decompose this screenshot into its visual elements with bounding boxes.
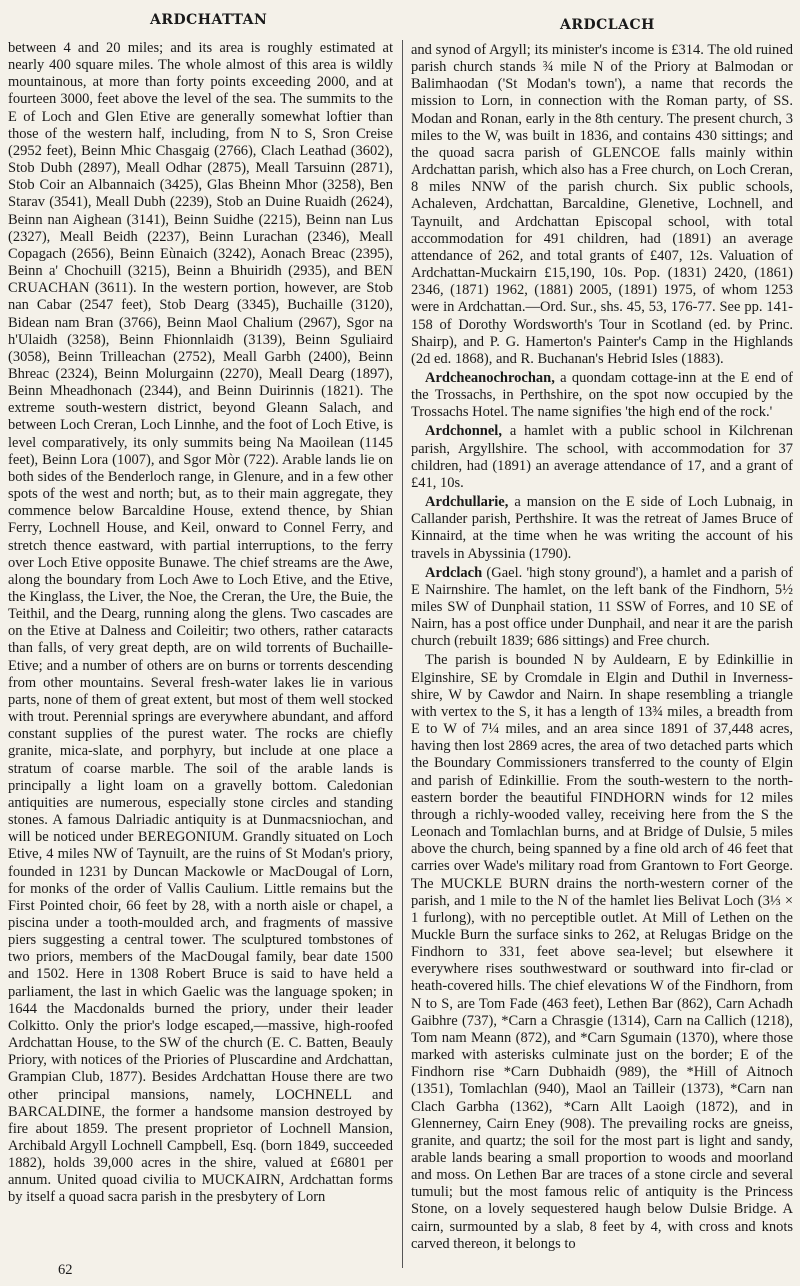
running-header-left: ARDCHATTAN: [150, 12, 268, 28]
entry-headword: Ardcheanochrochan,: [425, 369, 555, 386]
paragraph-ardclach-parish: The parish is bounded N by Auldearn, E by Edinkillie in Elginshire, SE by Cromdale in Elgin and Duthil in Inverness-shire, W by Cawdor and Nairn. In shape resembling a triangle with vertex to the S, it has a length of 13¾ miles, a breadth from E to W of 7¼ miles, and an area since 1891 of 37,448 acres, having then lost 2869 acres, the area of two detached parts which the Boundary Commissioners transferred to the county of Elgin and parish of Edinkillie. From the south-western to the north-eastern border the beautiful FINDHORN winds for 12 miles through a richly-wooded valley, receiving here from the S the Leonach and Tomlachlan burns, and at Bridge of Dulsie, 5 miles above the church, being spanned by a fine old arch of 46 feet that carries over Wade's military road from Grantown to Fort George. The MUCKLE BURN drains the north-western corner of the parish, and 1 mile to the N of the hamlet lies Belivat Loch (3⅓ × 1 furlong), with no perceptible outlet. At Mill of Lethen on the Muckle Burn the surface sinks to 262, at Relugas Bridge on the Findhorn to 331, feet above sea-level; but elsewhere it everywhere rises southwestward or southward into fir-clad or heath-covered hills. The chief elevations W of the Findhorn, from N to S, are Tom Fade (463 feet), Lethen Bar (862), Carn Achadh Gaibhre (737), *Carn a Chrasgie (1314), Carn na Callich (1218), Tom nam Meann (872), and *Carn Sgumain (1370), where those marked with asterisks culminate just on the border; E of the Findhorn rise *Carn Dubhaidh (989), the *Hill of Aitnoch (1351), Tomlachlan (940), Maol an Tailleir (1373), *Carn nan Clach Garbha (1362), *Carn Allt Laoigh (1872), and in Glennerney, Cairn Eney (908). The prevailing rocks are gneiss, granite, and quartz; the soil for the most part is light and sandy, arable lands bearing a small proportion to woods and moorland and moss. On Lethen Bar are traces of a stone circle and several tumuli; but the most famous relic of antiquity is the Princess Stone, on a lovely sequestered haugh below Dulsie Bridge. A cairn, surmounted by a slab, 8 feet by 4, with cross and knots carved thereon, it belongs to: [411, 652, 793, 1252]
entry-body: a hamlet with a public school in Kilchrenan parish, Argyllshire. The school, with accommodation for 37 children, had (1891) an average attendance of 17, and a grant of £41, 10s.: [411, 423, 793, 491]
entry-headword: Ardclach: [425, 564, 483, 581]
entry-ardchullarie: [411, 494, 793, 563]
entry-body: (Gael. 'high stony ground'), a hamlet and a parish of E Nairnshire. The hamlet, on the left bank of the Findhorn, 5½ miles SW of Dunphail station, 11 SSW of Forres, and 10 SE of Nairn, has a post office under Dunphail, and near it are the parish church (rebuilt 1839; 686 sittings) and Free church.: [411, 564, 793, 650]
entry-headword: Ardchonnel,: [425, 423, 502, 440]
entry-body: a quondam cottage-inn at the E end of the Trossachs, in Perthshire, on the spot now occupied by the Trossachs Hotel. The name signifies 'the high end of the rock.': [411, 369, 793, 421]
entry-ardchonnel: [411, 423, 793, 492]
entry-ardcheanochrochan: [411, 370, 793, 421]
right-column: [411, 42, 793, 1253]
paragraph-continuation: and synod of Argyll; its minister's income is £314. The old ruined parish church stands ¾ mile N of the Priory at Balmodan or Balimhaodan ('St Modan's town'), a name that records the mission to Lorn, in connection with the Roman party, of SS. Modan and Ronan, early in the 8th century. The present church, 3 miles to the W, was built in 1836, and contains 430 sittings; and the quoad sacra parish of GLENCOE falls mainly within Ardchattan parish, which also has a Free church, on Loch Creran, 8 miles NNW of the parish church. Six public schools, Achaleven, Ardchattan, Barcaldine, Glenetive, Lochnell, and Taynuilt, and Ardchattan Episcopal school, with total accommodation for 491 children, had (1891) an average attendance of 262, and total grants of £407, 12s. Valuation of Ardchattan-Muckairn £15,190, 10s. Pop. (1831) 2420, (1861) 2346, (1871) 1962, (1881) 2005, (1891) 1975, of whom 1253 were in Ardchattan.—Ord. Sur., shs. 45, 53, 176-77. See pp. 141-158 of Dorothy Wordsworth's Tour in Scotland (ed. by Princ. Shairp), and P. G. Hamerton's Painter's Camp in the Highlands (2d ed. 1868), and R. Buchanan's Hebrid Isles (1883).: [411, 42, 793, 367]
column-divider: [402, 40, 403, 1268]
left-column-text: between 4 and 20 miles; and its area is roughly estimated at nearly 400 square miles. The whole almost of this area is wildly mountainous, at more than forty points exceeding 2000, and at fourteen 3000, feet above the level of the sea. The summits to the E of Loch and Glen Etive are generally somewhat loftier than those of the western half, including, from N to S, Sron Creise (2952 feet), Beinn Mhic Chasgaig (2766), Clach Leathad (3602), Stob Dubh (2897), Meall Odhar (2875), Meall Tarsuinn (2871), Stob Coir an Albannaich (3425), Glas Bheinn Mhor (3258), Ben Starav (3541), Meall Dubh (2239), Stob an Duine Ruaidh (2624), Beinn nan Aighean (3141), Beinn Suidhe (2215), Beinn nan Lus (2327), Meall Beidh (2237), Beinn Lurachan (2346), Meall Copagach (2656), Beinn Eùnaich (3242), Aonach Breac (2395), Beinn a' Chochuill (3215), Beinn a Bhuiridh (2935), and BEN CRUACHAN (3611). In the western portion, however, are Stob nan Cabar (2547 feet), Stob Dearg (3345), Buchaille (3120), Bidean nam Bran (3766), Beinn Maol Chalium (2967), Sgor na h'Ulaidh (3258), Beinn Fhionnlaidh (3139), Beinn Sguliaird (3058), Beinn Trilleachan (2752), Meall Garbh (2400), Beinn Bhreac (2324), Beinn Molurgainn (2270), Meall Dearg (1897), Beinn Mheadhonach (2344), and Beinn Duirinnis (1821). The extreme south-western district, beyond Gleann Salach, and between Loch Creran, Loch Linnhe, and the foot of Loch Etive, is level comparatively, its only summits being Na Maoilean (1145 feet), Beinn Lora (1007), and Sgor Mòr (722). Arable lands lie on both sides of the Benderloch range, in Glenure, and in a few other spots of the west and north; but, as to their main aggregate, they commence below Barcaldine House, extend thence, by Shian Ferry, Lochnell House, and Keil, onward to Connel Ferry, and stretch thence eastward, with partial interruptions, to the ferry over Loch Etive opposite Bunawe. The chief streams are the Awe, along the boundary from Loch Awe to Loch Etive, and the Etive, the Kinglass, the Liver, the Noe, the Creran, the Ure, the Buie, the Teithil, and the Dearg, running along the glens. Two cascades are on the Etive at Dalness and Coileitir; two others, rather cataracts than falls, of very great depth, are on wild torrents of Buchaille-Etive; and a number of others are on burns or torrents descending from other mountains. Several fresh-water lakes lie in various parts, none of them of great extent, but most of them well stocked with trout. Perennial springs are everywhere abundant, and afford constant supplies of the purest water. The rocks are chiefly granite, mica-slate, and porphyry, but include at one place a stratum of coarse marble. The soil of the arable lands is principally a light loam on a gravelly bottom. Caledonian antiquities are numerous, especially stone circles and standing stones. A famous Dalriadic antiquity is at Dunmacsniochan, and will be noticed under BEREGONIUM. Grandly situated on Loch Etive, 4 miles NW of Taynuilt, are the ruins of St Modan's priory, founded in 1231 by Duncan Mackowle or MacDougal of Lorn, for monks of the order of Vallis Caulium. Little remains but the First Pointed choir, 66 feet by 28, with a north aisle or chapel, a piscina under a tooth-moulded arch, and fragments of massive piers suggesting a central tower. The sculptured tombstones of two priors, members of the MacDougal family, bear date 1500 and 1502. Here in 1308 Robert Bruce is said to have held a parliament, the last in which Gaelic was the language spoken; in 1644 the Macdonalds burned the priory, under their leader Colkitto. Only the prior's lodge escaped,—massive, high-roofed Ardchattan House, to the SW of the church (E. C. Batten, Beauly Priory, with notices of the Priories of Pluscardine and Ardchattan, Grampian Club, 1877). Besides Ardchattan House there are two other principal mansions, namely, LOCHNELL and BARCALDINE, the former a handsome mansion destroyed by fire about 1859. The present proprietor of Lochnell Mansion, Archibald Argyll Lochnell Campbell, Esq. (born 1849, succeeded 1882), holds 39,000 acres in the shire, valued at £6801 per annum. United quoad civilia to MUCKAIRN, Ardchattan forms by itself a quoad sacra parish in the presbytery of Lorn: [8, 40, 393, 1206]
entry-ardclach: [411, 565, 793, 651]
running-header-right: ARDCLACH: [560, 17, 655, 33]
entry-headword: Ardchullarie,: [425, 494, 509, 511]
entry-body: a mansion on the E side of Loch Lubnaig, in Callander parish, Perthshire. It was the retreat of James Bruce of Kinnaird, at the time when he was writing the account of his travels in Abyssinia (1790).: [411, 494, 793, 562]
left-column: [8, 40, 393, 1207]
page-number: 62: [58, 1262, 73, 1278]
